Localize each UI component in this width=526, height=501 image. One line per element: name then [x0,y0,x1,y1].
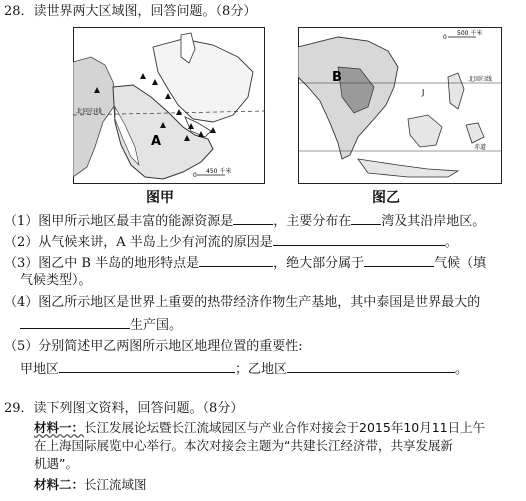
subquestion-5: （5）分别简述甲乙两图所示地区地理位置的重要性: [4,339,303,354]
label-b: B [332,70,342,85]
subquestion-3: （3）图乙中 B 半岛的地形特点是 ，绝大部分属于 气候（填 [4,256,487,271]
subquestion-5-cont: 甲地区 ；乙地区 。 [20,362,469,377]
label-a: A [151,134,162,149]
material-2: 材料二：长江流域图 [34,477,147,492]
question-28-title: 28．读世界两大区域图，回答问题。（8分） [4,4,257,19]
subquestion-1: （1）图甲所示地区最丰富的能源资源是 ，主要分布在 湾及其沿岸地区。 [4,214,486,229]
svg-text:0: 0 [443,34,447,41]
subquestion-4: （4）图乙所示地区是世界上重要的热带经济作物生产基地，其中泰国是世界最大的 [4,295,481,310]
answer-blank[interactable] [199,254,273,267]
svg-text:450 千米: 450 千米 [206,168,232,175]
answer-blank[interactable] [364,254,434,267]
material-1-line-1: 材料一：长江发展论坛暨长江流域园区与产业合作对接会于2015年10月11日上午 [34,420,486,435]
subquestion-3-cont: 气候类型）。 [20,273,92,288]
caption-figure-b: 图乙 [372,190,400,206]
material-1-line-3: 机遇”。 [34,456,78,471]
question-29-title: 29．读下列图文资料，回答问题。（8分） [4,401,244,416]
answer-blank[interactable] [20,316,130,329]
map-southeast-asia [298,27,502,184]
answer-blank[interactable] [59,360,235,373]
svg-text:北回归线: 北回归线 [76,107,102,115]
svg-text:赤道: 赤道 [474,144,487,151]
label-j: J [422,88,425,97]
answer-blank[interactable] [273,233,445,246]
subquestion-4-cont: 生产国。 [20,316,182,334]
answer-blank[interactable] [233,212,273,225]
svg-text:0: 0 [193,172,197,179]
answer-blank[interactable] [351,212,381,225]
caption-figure-a: 图甲 [146,190,174,206]
answer-blank[interactable] [287,360,455,373]
material-1-line-2: 在上海国际展览中心举行。本次对接会主题为“共建长江经济带，共享发展新 [34,438,453,453]
svg-text:北回归线: 北回归线 [468,76,493,83]
subquestion-2: （2）从气候来讲，A 半岛上少有河流的原因是 。 [4,235,458,250]
map-middle-east [73,27,265,184]
svg-text:500 千米: 500 千米 [457,30,483,37]
